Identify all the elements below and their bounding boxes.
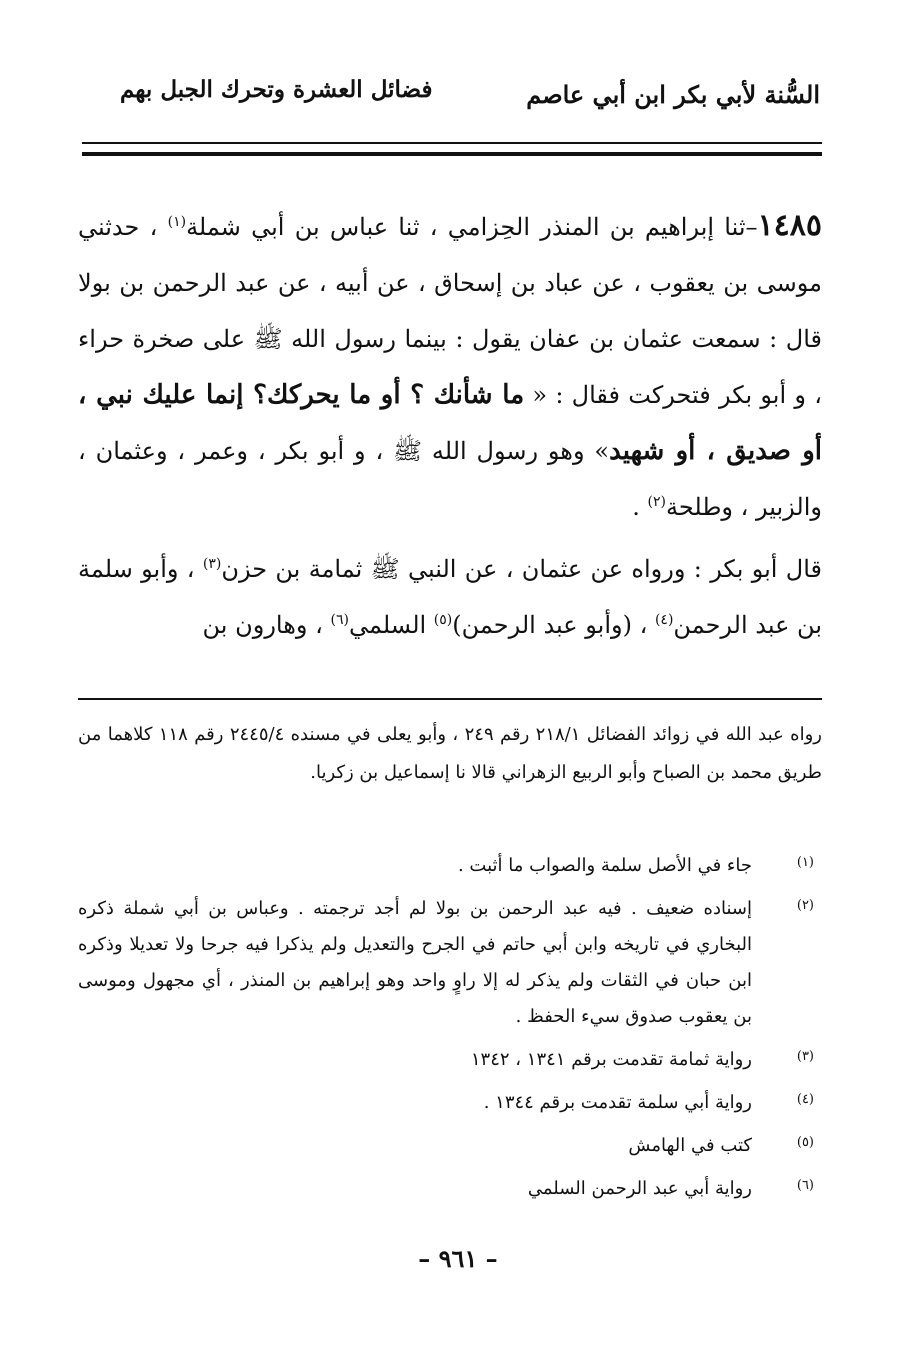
footnotes — [78, 848, 822, 1214]
footnote-text: إسناده ضعيف . فيه عبد الرحمن بن بولا لم أجد ترجمته . وعباس بن أبي شملة ذكره البخاري في تاريخه وابن أبي حاتم في الجرح والتعديل ولم يذكرا فيه جرحا ولا تعديلا وذكره ابن حبان في الثقات ولم يذكر له إلا راوٍ واحد وهو إبراهيم بن المنذر ، أي مجهول وموسى بن يعقوب صدوق سيء الحفظ . — [78, 898, 752, 1027]
footnote-4 — [78, 1085, 822, 1121]
footnote-ref-2: (٢) — [647, 494, 667, 510]
isnad-text: –ثنا إبراهيم بن المنذر الحِزامي ، ثنا عباس بن أبي شملة — [186, 213, 758, 241]
footnote-mark: (٤) — [796, 1092, 814, 1107]
footnote-ref-4: (٤) — [654, 612, 674, 628]
footnote-mark: (١) — [796, 855, 814, 870]
footnote-text: رواية أبي عبد الرحمن السلمي — [527, 1178, 752, 1199]
footnote-text: رواية ثمامة تقدمت برقم ١٣٤١ ، ١٣٤٢ — [470, 1049, 752, 1070]
footnote-6 — [78, 1171, 822, 1207]
running-header-book-title: السُّنة لأبي بكر ابن أبي عاصم — [526, 80, 820, 109]
hadith-number: ١٤٨٥ — [757, 208, 822, 243]
page-number: – ٩٦١ – — [418, 1244, 498, 1273]
hadith-text-end: » وهو رسول الله ﷺ ، و أبو بكر ، وعمر ، وعثمان ، والزبير ، وطلحة — [78, 437, 822, 521]
footnote-mark: (٥) — [796, 1135, 814, 1150]
footnote-ref-6: (٦) — [330, 612, 349, 628]
hadith-paragraph — [78, 198, 822, 535]
hadith-body — [78, 198, 822, 653]
footnote-mark: (٢) — [796, 898, 814, 913]
hadith-text: ، حدثني موسى بن يعقوب ، عن عباد بن إسحاق ، عن أبيه ، عن عبد الرحمن بن بولا قال : سمعت عثمان بن عفان يقول : بينما رسول الله ﷺ على صخرة حراء ، و أبو بكر فتحركت فقال : « — [78, 213, 822, 409]
header-rule-thin — [82, 142, 822, 144]
header-rule-thick — [82, 152, 822, 156]
comment-text: السلمي — [348, 611, 434, 639]
footnote-3 — [78, 1042, 822, 1078]
footnote-text: كتب في الهامش — [628, 1135, 752, 1156]
footnote-1 — [78, 848, 822, 884]
comment-text: قال أبو بكر : ورواه عن عثمان ، عن النبي ﷺ ثمامة بن حزن — [221, 555, 823, 583]
footnote-mark: (٣) — [796, 1049, 814, 1064]
comment-text: ، (وأبو عبد الرحمن) — [452, 611, 655, 639]
footnote-separator — [78, 698, 822, 700]
running-header-chapter-title: فضائل العشرة وتحرك الجبل بهم — [120, 76, 433, 103]
footnote-ref-3: (٣) — [202, 556, 222, 572]
footnote-5 — [78, 1128, 822, 1164]
footnote-ref-1: (١) — [167, 214, 187, 230]
footnote-ref-5: (٥) — [433, 612, 453, 628]
prophetic-quote: ما شأنك ؟ أو ما يحركك؟ إنما عليك نبي ، أو صديق ، أو شهيد — [78, 380, 822, 466]
footnote-text: رواية أبي سلمة تقدمت برقم ١٣٤٤ . — [483, 1092, 752, 1113]
footnote-2 — [78, 891, 822, 1035]
footnote-text: جاء في الأصل سلمة والصواب ما أثبت . — [457, 855, 752, 876]
continued-footnote: رواه عبد الله في زوائد الفضائل ٢١٨/١ رقم ٢٤٩ ، وأبو يعلى في مسنده ٢٤٤٥/٤ رقم ١١٨ كلاهما من طريق محمد بن الصباح وأبو الربيع الزهراني قالا نا إسماعيل بن زكريا. — [78, 724, 822, 783]
comment-text: ، وأبو سلمة بن عبد الرحمن — [78, 555, 822, 639]
author-comment-paragraph — [78, 541, 822, 653]
period: . — [632, 493, 648, 521]
footnote-mark: (٦) — [796, 1178, 814, 1193]
comment-text: ، وهارون بن — [202, 611, 331, 639]
